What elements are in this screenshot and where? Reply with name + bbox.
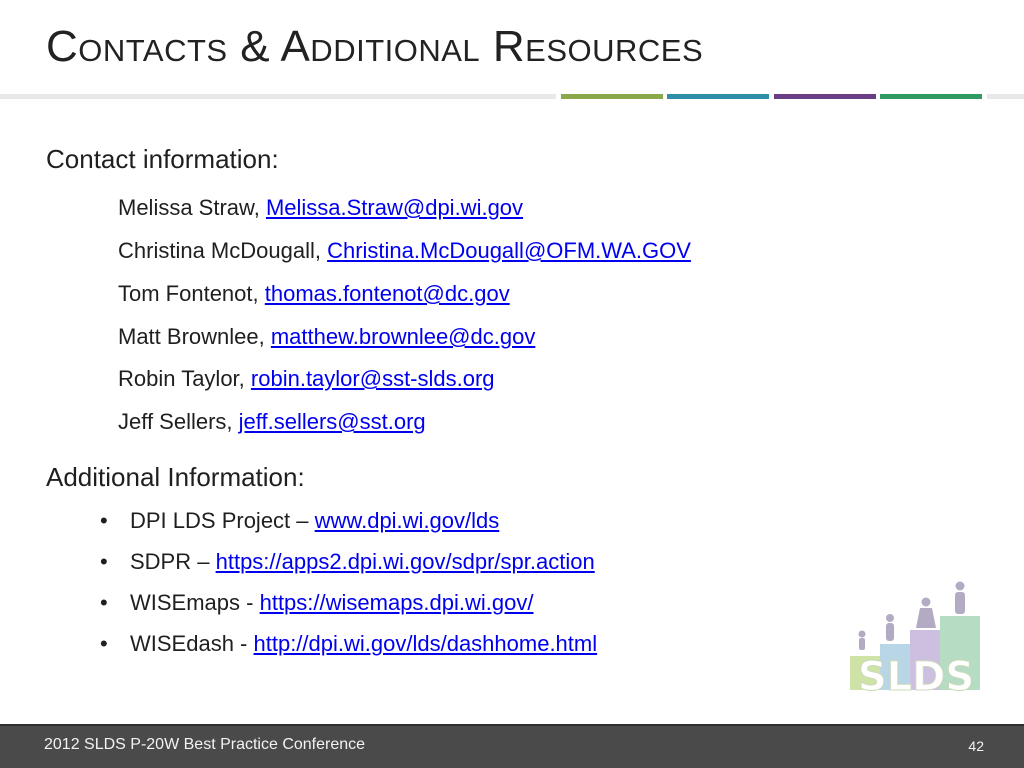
contact-row	[118, 238, 691, 264]
contact-row	[118, 409, 426, 435]
contact-email-link[interactable]: thomas.fontenot@dc.gov	[264, 281, 510, 306]
logo-wordmark: SLDS	[857, 654, 975, 698]
contact-row	[118, 324, 535, 350]
contact-email-link[interactable]: robin.taylor@sst-slds.org	[250, 366, 495, 391]
rule-seg-1	[0, 94, 556, 99]
contact-name: Tom Fontenot,	[118, 281, 259, 306]
resource-list-item	[100, 590, 534, 616]
contact-info-heading: Contact information:	[46, 144, 279, 174]
resource-label: SDPR –	[130, 549, 210, 574]
slide-title: Contacts & Additional Resources	[46, 22, 704, 71]
resource-link[interactable]: www.dpi.wi.gov/lds	[314, 508, 500, 533]
footer-bar	[0, 724, 1024, 768]
bullet-icon: •	[100, 631, 108, 656]
contact-name: Matt Brownlee,	[118, 324, 265, 349]
title-accent-rule	[0, 94, 1024, 100]
contact-name: Jeff Sellers,	[118, 409, 233, 434]
contact-row	[118, 281, 510, 307]
footer-divider	[0, 724, 1024, 726]
resource-list-item	[100, 631, 597, 657]
rule-seg-3	[667, 94, 769, 99]
resource-list-item	[100, 508, 499, 534]
contact-email-link[interactable]: matthew.brownlee@dc.gov	[270, 324, 536, 349]
bullet-icon: •	[100, 508, 108, 533]
resource-label: DPI LDS Project –	[130, 508, 309, 533]
resource-link[interactable]: http://dpi.wi.gov/lds/dashhome.html	[253, 631, 598, 656]
slds-logo	[846, 578, 986, 698]
rule-seg-6	[987, 94, 1024, 99]
bullet-icon: •	[100, 549, 108, 574]
bullet-icon: •	[100, 590, 108, 615]
resource-label: WISEmaps -	[130, 590, 254, 615]
contact-row	[118, 195, 523, 221]
slide-number: 42	[968, 738, 984, 754]
rule-seg-4	[774, 94, 876, 99]
rule-seg-2	[561, 94, 663, 99]
footer-conference-name: 2012 SLDS P-20W Best Practice Conference	[44, 736, 366, 753]
resource-list-item	[100, 549, 595, 575]
contact-email-link[interactable]: Melissa.Straw@dpi.wi.gov	[265, 195, 524, 220]
resource-label: WISEdash -	[130, 631, 248, 656]
contact-name: Melissa Straw,	[118, 195, 260, 220]
resource-link[interactable]: https://apps2.dpi.wi.gov/sdpr/spr.action	[215, 549, 595, 574]
rule-seg-5	[880, 94, 982, 99]
additional-info-heading: Additional Information:	[46, 462, 305, 492]
contact-email-link[interactable]: Christina.McDougall@OFM.WA.GOV	[327, 238, 691, 263]
contact-row	[118, 366, 495, 392]
resource-link[interactable]: https://wisemaps.dpi.wi.gov/	[259, 590, 534, 615]
contact-name: Robin Taylor,	[118, 366, 245, 391]
contact-name: Christina McDougall,	[118, 238, 321, 263]
contact-email-link[interactable]: jeff.sellers@sst.org	[238, 409, 426, 434]
